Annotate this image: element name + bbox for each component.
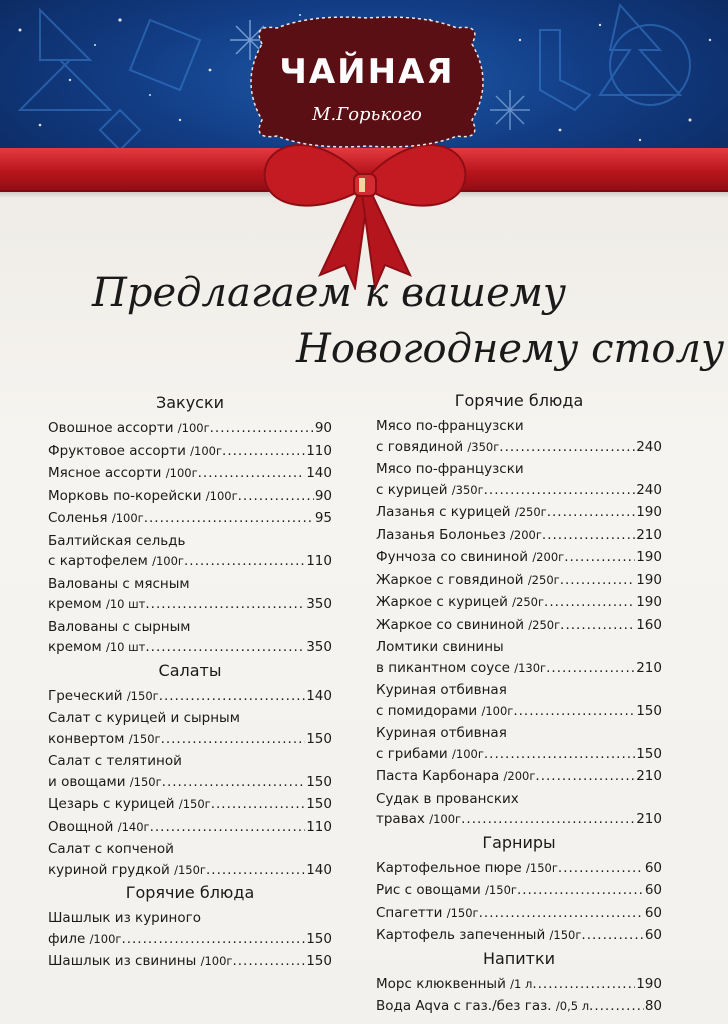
menu-item-price: 140 — [306, 465, 332, 481]
menu-item — [48, 839, 332, 880]
menu-item — [48, 617, 332, 658]
menu-item-price: 190 — [636, 504, 662, 520]
menu-item-price: 90 — [314, 420, 332, 436]
dot-leader — [546, 658, 635, 679]
dot-leader — [144, 508, 314, 529]
menu-item-price: 90 — [314, 487, 332, 504]
menu-item-price: 190 — [636, 549, 662, 565]
menu-item-portion: /100г — [111, 511, 144, 525]
menu-item-price: 110 — [306, 818, 332, 835]
menu-item-name: с говядиной — [376, 438, 464, 455]
menu-item-price: 150 — [306, 953, 332, 969]
dot-leader — [564, 547, 635, 568]
dot-leader — [159, 686, 306, 707]
menu-item-name: конвертом — [48, 730, 125, 747]
menu-item — [376, 592, 662, 613]
menu-item-price: 150 — [306, 796, 332, 812]
menu-item-portion: /150г — [128, 731, 161, 746]
dot-leader — [544, 592, 635, 613]
menu-item-portion: /150г — [526, 860, 558, 875]
menu-item-portion: /350г — [451, 482, 484, 497]
menu-item-name: травах — [376, 811, 425, 827]
menu-item-name: Лазанья с курицей — [376, 504, 511, 520]
menu-item — [376, 637, 662, 678]
menu-item-name-line: Мясо по-французски — [376, 418, 524, 434]
menu-item — [48, 908, 332, 949]
menu-item-name: и овощами — [48, 773, 126, 790]
menu-item-price: 110 — [306, 442, 332, 459]
logo-subtitle: М.Горького — [312, 104, 422, 125]
menu-item-price: 190 — [636, 975, 662, 992]
menu-item-price: 110 — [306, 553, 332, 569]
tagline-line-2: Новогоднему столу — [296, 326, 725, 372]
dot-leader — [484, 744, 635, 765]
gift-icon — [130, 20, 200, 90]
menu-item-name-line: Салат с курицей и сырным — [48, 710, 240, 726]
section-title: Горячие блюда — [454, 391, 584, 410]
section-title: Напитки — [482, 948, 556, 968]
menu-item-name: Картофельное пюре — [376, 859, 522, 876]
star-icon — [100, 110, 140, 150]
menu-item-name-line: Мясо по-французски — [376, 461, 524, 477]
menu-item-name-line: Валованы с мясным — [48, 575, 190, 592]
menu-item-price: 95 — [314, 510, 332, 526]
menu-item-name: Спагетти — [376, 904, 443, 921]
menu-item-name: Соленья — [48, 510, 108, 526]
tagline-line-1: Предлагаем к вашему — [92, 270, 567, 316]
menu-item-name-line: Балтийская сельдь — [48, 532, 186, 549]
menu-item-name: кремом — [48, 596, 102, 612]
menu-item-name: куриной грудкой — [48, 861, 170, 878]
menu-column-right — [376, 390, 662, 1019]
section-title: Салаты — [158, 660, 222, 680]
menu-item — [48, 951, 332, 972]
menu-item-portion: /150г — [446, 905, 479, 920]
dot-leader — [210, 418, 314, 439]
menu-item — [48, 441, 332, 462]
stocking-icon — [540, 30, 590, 110]
dot-leader — [558, 858, 644, 879]
menu-item — [376, 459, 662, 500]
menu-item — [48, 531, 332, 572]
menu-item — [376, 925, 662, 946]
dot-leader — [161, 729, 306, 750]
menu-item — [376, 996, 662, 1017]
menu-item-portion: /100г — [481, 703, 514, 718]
menu-item-portion: /150г — [485, 883, 517, 897]
dot-leader — [461, 809, 635, 830]
menu-item-name: с курицей — [376, 481, 448, 498]
menu-item-name: кремом — [48, 639, 102, 655]
menu-item-name: с грибами — [376, 745, 448, 762]
dot-leader — [499, 437, 635, 458]
menu-item-price: 210 — [636, 659, 662, 676]
menu-item-price: 150 — [306, 930, 332, 947]
menu-item-name: Фруктовое ассорти — [48, 442, 186, 459]
menu-item-name: Жаркое с курицей — [376, 594, 508, 610]
menu-item-name-line: Куриная отбивная — [376, 682, 507, 698]
tree-icon — [20, 10, 110, 110]
menu-item-price: 150 — [306, 773, 332, 790]
menu-item-portion: /150г — [129, 774, 162, 789]
menu-item-name: Шашлык из свинины — [48, 953, 197, 969]
menu-item-name: Греческий — [48, 687, 123, 704]
menu-item — [376, 880, 662, 901]
dot-leader — [513, 701, 635, 722]
dot-leader — [198, 463, 306, 484]
menu-item — [48, 486, 332, 507]
menu-item-portion: /200г — [532, 550, 565, 564]
menu-item-name: Овощной — [48, 818, 114, 835]
dot-leader — [535, 766, 635, 787]
menu-item — [376, 974, 662, 995]
dot-leader — [222, 441, 305, 462]
menu-item-name: Цезарь с курицей — [48, 796, 175, 812]
menu-item-portion: /0,5 л — [555, 999, 590, 1013]
menu-item-name: Фунчоза со свининой — [376, 549, 529, 565]
menu-item-name-line: Валованы с сырным — [48, 618, 191, 635]
dot-leader — [560, 615, 635, 636]
dot-leader — [479, 903, 644, 924]
menu-item-price: 150 — [636, 702, 662, 719]
menu-item-portion: /100г — [429, 812, 462, 826]
dot-leader — [581, 925, 643, 946]
menu-item-portion: /100г — [165, 466, 198, 480]
menu-item-price: 140 — [306, 687, 332, 704]
menu-item-portion: /100г — [205, 488, 238, 503]
dot-leader — [560, 570, 636, 591]
menu-item-name: Рис с овощами — [376, 882, 481, 898]
menu-item — [48, 574, 332, 615]
dot-leader — [162, 772, 306, 793]
menu-item — [376, 502, 662, 523]
menu-item-price: 60 — [644, 882, 662, 898]
menu-item-price: 240 — [636, 438, 662, 455]
ornament-icon — [610, 25, 690, 105]
menu-item — [376, 903, 662, 924]
dot-leader — [517, 880, 644, 901]
menu-item-name: Лазанья Болоньез — [376, 526, 506, 543]
dot-leader — [121, 929, 305, 950]
menu-item-price: 60 — [644, 904, 662, 921]
menu-item-name: Мясное ассорти — [48, 465, 162, 481]
menu-item-portion: /350г — [467, 439, 500, 454]
menu-item-name: Жаркое со свининой — [376, 616, 524, 633]
menu-item-name-line: Салат с копченой — [48, 841, 174, 857]
menu-item-name: Вода Aqva с газ./без газ. — [376, 998, 552, 1014]
menu-item-price: 210 — [636, 768, 662, 784]
logo-title: ЧАЙНАЯ — [279, 52, 455, 92]
menu-item — [48, 817, 332, 838]
dot-leader — [232, 951, 305, 972]
menu-item — [376, 615, 662, 636]
menu-item-portion: /200г — [510, 527, 542, 542]
menu-item — [376, 789, 662, 830]
menu-item-name: Морковь по-корейски — [48, 487, 202, 504]
menu-item-portion: /100г — [452, 746, 484, 761]
menu-item-portion: /100г — [89, 931, 122, 946]
menu-item-price: 190 — [636, 571, 662, 588]
menu-item-price: 210 — [636, 526, 662, 543]
menu-item-portion: /150г — [549, 928, 582, 942]
menu-item-portion: /130г — [514, 660, 547, 675]
menu-item — [48, 508, 332, 529]
menu-item-price: 80 — [644, 998, 662, 1014]
menu-item-portion: /250г — [527, 572, 560, 587]
menu-item-name: Паста Карбонара — [376, 768, 500, 784]
dot-leader — [145, 637, 305, 658]
menu-item-name-line: Куриная отбивная — [376, 725, 507, 741]
dot-leader — [542, 525, 635, 546]
menu-item — [48, 418, 332, 439]
menu-item-price: 350 — [306, 639, 332, 655]
menu-item-price: 240 — [636, 481, 662, 498]
menu-item — [376, 858, 662, 879]
menu-item-price: 150 — [636, 745, 662, 762]
menu-item-name-line: Ломтики свинины — [376, 639, 504, 655]
menu-item-price: 190 — [636, 594, 662, 610]
menu-item-price: 150 — [306, 730, 332, 747]
section-title: Горячие блюда — [125, 883, 255, 902]
menu-item — [48, 463, 332, 484]
menu-item — [376, 680, 662, 721]
menu-item — [376, 416, 662, 457]
menu-item-name-line: Салат с телятиной — [48, 753, 182, 769]
menu-item-portion: /10 шт — [105, 640, 146, 654]
menu-item-portion: /250г — [512, 595, 545, 609]
menu-item-name: Морс клюквенный — [376, 975, 506, 992]
menu-item-name: с помидорами — [376, 702, 478, 719]
menu-item-portion: /250г — [528, 617, 561, 632]
menu-item — [376, 525, 662, 546]
menu-item-portion: /200г — [503, 769, 536, 783]
menu-item — [48, 794, 332, 815]
menu-item-name: в пикантном соусе — [376, 659, 510, 676]
menu-item-portion: /100г — [177, 421, 210, 435]
dot-leader — [532, 974, 635, 995]
menu-item — [376, 547, 662, 568]
menu-item-portion: /150г — [126, 688, 159, 703]
dot-leader — [145, 594, 305, 615]
menu-item-name-line: Шашлык из куриного — [48, 910, 201, 926]
menu-item — [48, 751, 332, 792]
menu-item — [376, 766, 662, 787]
dot-leader — [150, 817, 306, 838]
menu-item-name: Жаркое с говядиной — [376, 571, 524, 588]
menu-item — [48, 708, 332, 749]
menu-item-portion: /140г — [117, 819, 150, 834]
menu-item-name: Картофель запеченный — [376, 927, 546, 943]
menu-item-portion: /100г — [152, 554, 184, 568]
dot-leader — [589, 996, 644, 1017]
menu-item-price: 60 — [644, 927, 662, 943]
menu-item-price: 140 — [306, 861, 332, 878]
menu-item-portion: /150г — [178, 797, 211, 811]
dot-leader — [184, 551, 305, 572]
dot-leader — [547, 502, 636, 523]
menu-item-portion: /100г — [190, 443, 223, 458]
menu-item-price: 160 — [636, 616, 662, 633]
menu-item-price: 350 — [306, 596, 332, 612]
menu-item-name: Овошное ассорти — [48, 420, 174, 436]
menu-item-price: 60 — [644, 859, 662, 876]
menu-item-name: филе — [48, 930, 86, 947]
section-title: Закуски — [155, 393, 225, 412]
dot-leader — [206, 860, 305, 881]
menu-item — [376, 570, 662, 591]
menu-item-portion: /150г — [174, 862, 206, 877]
menu-item-price: 210 — [636, 811, 662, 827]
menu-item — [48, 686, 332, 707]
menu-item-portion: /250г — [514, 505, 547, 519]
dot-leader — [238, 486, 314, 507]
dot-leader — [211, 794, 306, 815]
menu-item-name: с картофелем — [48, 553, 148, 569]
section-title: Гарниры — [482, 832, 556, 852]
menu-item-portion: /1 л — [510, 976, 533, 991]
menu-item-portion: /10 шт — [105, 597, 146, 611]
menu-column-left — [48, 390, 332, 974]
menu-item — [376, 723, 662, 764]
dot-leader — [484, 480, 636, 501]
menu-item-portion: /100г — [200, 954, 233, 968]
menu-item-name-line: Судак в прованских — [376, 790, 519, 807]
